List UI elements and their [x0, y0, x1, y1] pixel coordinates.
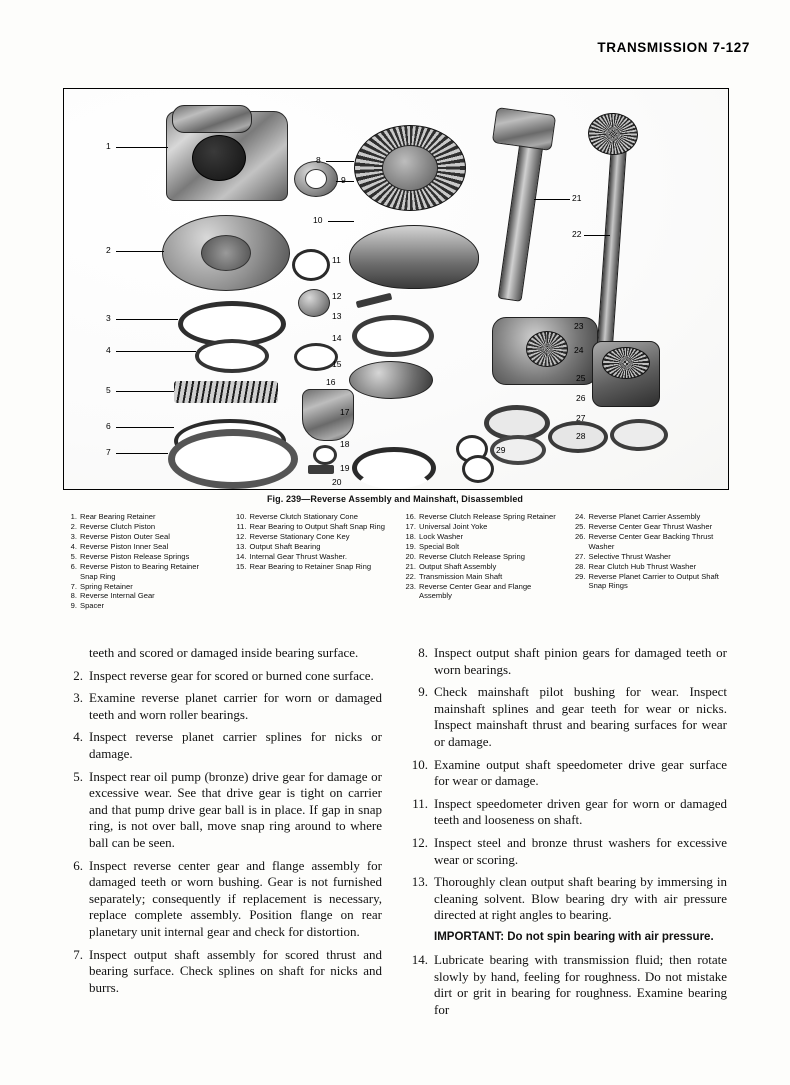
- leader-1: [116, 147, 168, 148]
- item-text: Check mainshaft pilot bushing for wear. Inspect mainshaft splines and gear teeth for wear or nicks. Inspect mainshaft thrust and bearing surfaces for wear or damage.: [434, 684, 727, 749]
- legend-item: [233, 532, 389, 542]
- list-item: [408, 874, 727, 924]
- callout-14: 14: [332, 333, 342, 343]
- legend-label: Special Bolt: [419, 541, 460, 551]
- part-piston-inner-seal: [195, 339, 269, 373]
- body-columns: [63, 645, 727, 1045]
- item-text: Thoroughly clean output shaft bearing by immersing in cleaning solvent. Blow bearing dry with air pressure directed at right angles to bearing.: [434, 874, 727, 923]
- figure-legend: [63, 512, 727, 611]
- list-item: [408, 645, 727, 678]
- legend-label: Rear Clutch Hub Thrust Washer: [588, 561, 697, 571]
- legend-label: Reverse Clutch Release Spring: [419, 551, 525, 561]
- legend-item: [402, 572, 558, 582]
- legend-number: 18.: [405, 531, 416, 541]
- callout-5: 5: [106, 385, 111, 395]
- legend-item: [63, 562, 219, 581]
- part-output-shaft-head: [492, 107, 556, 151]
- legend-number: 12.: [235, 531, 247, 541]
- legend-label: Output Shaft Assembly: [419, 561, 497, 571]
- item-text: Inspect steel and bronze thrust washers for excessive wear or scoring.: [434, 834, 727, 867]
- callout-13: 13: [332, 311, 342, 321]
- legend-item: [402, 552, 558, 562]
- legend-label: Reverse Stationary Cone Key: [249, 531, 350, 541]
- callout-24: 24: [574, 345, 584, 355]
- legend-label: Reverse Piston Outer Seal: [80, 531, 170, 541]
- callout-3: 3: [106, 313, 111, 323]
- legend-label: Universal Joint Yoke: [419, 521, 488, 531]
- right-column: [408, 645, 727, 1045]
- legend-item: [402, 532, 558, 542]
- item-text: Inspect speedometer driven gear for worn or damaged teeth and looseness on shaft.: [434, 795, 727, 828]
- continued-paragraph: teeth and scored or damaged inside bearing surface.: [89, 645, 359, 660]
- legend-column-3: [402, 512, 558, 611]
- list-item: [63, 690, 382, 723]
- legend-number: 22.: [405, 571, 416, 581]
- legend-number: 23.: [405, 581, 416, 591]
- part-carrier-snap-ring-b: [462, 455, 494, 483]
- legend-number: 19.: [405, 541, 416, 551]
- callout-4: 4: [106, 345, 111, 355]
- list-item: [63, 729, 382, 762]
- legend-item: [63, 512, 219, 522]
- item-number: 2.: [73, 667, 83, 683]
- legend-number: 26.: [574, 531, 586, 541]
- item-number: 11.: [412, 795, 428, 811]
- leader-5: [116, 391, 174, 392]
- legend-item: [572, 562, 728, 572]
- callout-20: 20: [332, 477, 342, 487]
- legend-item: [63, 582, 219, 592]
- part-stationary-cone-key: [356, 293, 393, 309]
- legend-label: Reverse Center Gear Backing Thrust Washer: [588, 531, 714, 551]
- legend-label: Reverse Piston Release Springs: [80, 551, 190, 561]
- part-spring-retainer: [168, 429, 298, 489]
- item-text: Inspect output shaft pinion gears for damaged teeth or worn bearings.: [434, 645, 727, 677]
- figure-caption: Fig. 239—Reverse Assembly and Mainshaft, Disassembled: [266, 494, 524, 504]
- important-note: IMPORTANT: Do not spin bearing with air pressure.: [434, 930, 714, 943]
- part-special-bolt: [308, 465, 334, 474]
- callout-12: 12: [332, 291, 342, 301]
- legend-number: 4.: [70, 541, 77, 551]
- part-internal-gear-bore: [382, 145, 438, 191]
- legend-label: Selective Thrust Washer: [588, 551, 671, 561]
- part-piston-bore: [201, 235, 251, 271]
- legend-item: [63, 601, 219, 611]
- legend-label: Transmission Main Shaft: [419, 571, 503, 581]
- item-number: 13.: [411, 874, 428, 890]
- legend-number: 17.: [405, 521, 416, 531]
- legend-item: [233, 542, 389, 552]
- leader-2: [116, 251, 164, 252]
- list-item: [63, 668, 382, 685]
- legend-item: [572, 522, 728, 532]
- legend-item: [572, 532, 728, 551]
- item-number: 3.: [73, 690, 83, 706]
- legend-number: 24.: [574, 512, 586, 521]
- legend-number: 10.: [235, 512, 247, 521]
- leader-8: [326, 161, 354, 162]
- callout-6: 6: [106, 421, 111, 431]
- callout-10: 10: [313, 215, 323, 225]
- legend-label: Reverse Piston Inner Seal: [80, 541, 169, 551]
- legend-item: [402, 562, 558, 572]
- item-text: Inspect rear oil pump (bronze) drive gear for damage or excessive wear. See that drive gear is tight on carrier and that pump drive gear ball is in place. If gap in snap ring, is not over ball, move snap ring around to where ball can be seen.: [89, 768, 382, 850]
- legend-column-2: [233, 512, 389, 611]
- legend-label: Output Shaft Bearing: [249, 541, 321, 551]
- legend-label: Reverse Center Gear Thrust Washer: [588, 521, 713, 531]
- part-planet-carrier-gear: [602, 347, 650, 379]
- item-text: Inspect output shaft assembly for scored thrust and bearing surface. Check splines on shaft for nicks and burrs.: [89, 946, 382, 995]
- list-item: [408, 684, 727, 750]
- legend-item: [63, 522, 219, 532]
- callout-17: 17: [340, 407, 350, 417]
- part-output-shaft-snap-ring: [292, 249, 330, 281]
- part-retainer-bore: [192, 135, 246, 181]
- part-main-shaft-gear: [587, 111, 640, 156]
- callout-28: 28: [576, 431, 586, 441]
- callout-21: 21: [572, 193, 582, 203]
- item-number: 5.: [73, 768, 83, 784]
- legend-number: 28.: [574, 561, 586, 571]
- left-column: [63, 645, 382, 1045]
- legend-label: Reverse Clutch Piston: [80, 521, 156, 531]
- item-number: 4.: [73, 729, 83, 745]
- legend-item: [63, 591, 219, 601]
- legend-label: Reverse Planet Carrier Assembly: [588, 512, 701, 521]
- callout-29: 29: [496, 445, 506, 455]
- legend-number: 15.: [235, 561, 247, 571]
- part-lock-washer: [313, 445, 337, 465]
- callout-16: 16: [326, 377, 336, 387]
- leader-22: [584, 235, 610, 236]
- callout-7: 7: [106, 447, 111, 457]
- callout-15: 15: [332, 359, 342, 369]
- leader-21: [534, 199, 570, 200]
- part-stationary-cone: [349, 225, 479, 289]
- legend-number: 20.: [405, 551, 416, 561]
- callout-27: 27: [576, 413, 586, 423]
- legend-number: 25.: [574, 521, 586, 531]
- page-header: TRANSMISSION 7-127: [597, 40, 750, 55]
- legend-number: 11.: [236, 521, 247, 531]
- item-number: 8.: [418, 645, 428, 660]
- legend-item: [402, 512, 558, 522]
- legend-item: [63, 542, 219, 552]
- part-output-shaft-bearing: [298, 289, 330, 317]
- part-release-springs: [174, 381, 278, 403]
- list-item: [63, 858, 382, 941]
- legend-item: [233, 522, 389, 532]
- item-number: 14.: [411, 951, 428, 967]
- part-center-gear-hub: [526, 331, 568, 367]
- legend-number: 3.: [70, 531, 77, 541]
- callout-2: 2: [106, 245, 111, 255]
- legend-item: [572, 512, 728, 522]
- legend-column-4: [572, 512, 728, 611]
- item-text: Examine reverse planet carrier for worn or damaged teeth and worn roller bearings.: [89, 690, 382, 722]
- list-item: [408, 835, 727, 868]
- figure-image: [63, 88, 729, 490]
- list-item: [408, 952, 727, 1018]
- legend-column-1: [63, 512, 219, 611]
- legend-number: 6.: [70, 561, 77, 571]
- legend-number: 1.: [70, 512, 77, 521]
- legend-label: Reverse Piston to Bearing Retainer Snap Ring: [80, 561, 200, 581]
- item-text: Inspect reverse center gear and flange assembly for damaged teeth or worn bushing. Gear is not furnished separately; consequently if replacement is necessary, replace complete assembly. Position flange on rear planetary unit internal gear and check for distortion.: [89, 857, 382, 939]
- legend-number: 9.: [70, 601, 77, 611]
- list-item: [63, 769, 382, 852]
- legend-number: 14.: [235, 551, 247, 561]
- list-item: [408, 757, 727, 790]
- legend-item: [402, 542, 558, 552]
- item-number: 10.: [411, 756, 428, 772]
- callout-1: 1: [106, 141, 111, 151]
- item-number: 12.: [411, 834, 428, 850]
- list-item: [408, 796, 727, 829]
- part-release-spring: [352, 447, 436, 489]
- part-rear-clutch-hub-thrust-washer: [610, 419, 668, 451]
- legend-label: Spacer: [80, 601, 105, 611]
- legend-item: [402, 522, 558, 532]
- legend-number: 5.: [70, 551, 77, 561]
- legend-label: Reverse Clutch Stationary Cone: [249, 512, 358, 521]
- item-number: 7.: [73, 946, 83, 962]
- leader-10: [328, 221, 354, 222]
- figure-artwork: [64, 89, 728, 489]
- legend-item: [233, 552, 389, 562]
- callout-22: 22: [572, 229, 582, 239]
- item-text: Lubricate bearing with transmission fluid; then rotate slowly by hand, feeling for roughness. Do not mistake dirt or grit in bearing for roughness. Examine bearing for: [434, 951, 727, 1017]
- legend-item: [63, 532, 219, 542]
- legend-label: Internal Gear Thrust Washer.: [249, 551, 347, 561]
- callout-23: 23: [574, 321, 584, 331]
- leader-4: [116, 351, 196, 352]
- legend-label: Spring Retainer: [80, 581, 133, 591]
- legend-number: 2.: [70, 521, 77, 531]
- part-main-shaft: [596, 129, 628, 362]
- legend-label: Reverse Clutch Release Spring Retainer: [419, 512, 556, 521]
- legend-label: Lock Washer: [419, 531, 464, 541]
- leader-6: [116, 427, 174, 428]
- legend-label: Rear Bearing to Output Shaft Snap Ring: [249, 521, 386, 531]
- callout-18: 18: [340, 439, 350, 449]
- legend-number: 29.: [574, 571, 586, 581]
- item-text: Examine output shaft speedometer drive gear surface for wear or damage.: [434, 756, 727, 789]
- leader-7: [116, 453, 168, 454]
- legend-item: [63, 552, 219, 562]
- legend-label: Rear Bearing to Retainer Snap Ring: [249, 561, 372, 571]
- part-retainer-flange: [172, 105, 252, 133]
- legend-item: [233, 562, 389, 572]
- part-release-spring-retainer: [349, 361, 433, 399]
- legend-number: 7.: [70, 581, 77, 591]
- legend-number: 16.: [405, 512, 416, 521]
- item-text: Inspect reverse planet carrier splines for nicks or damage.: [89, 729, 382, 761]
- callout-19: 19: [340, 463, 350, 473]
- item-number: 6.: [73, 857, 83, 873]
- item-number: 9.: [418, 684, 428, 700]
- item-text: Inspect reverse gear for scored or burned cone surface.: [89, 667, 374, 683]
- part-spacer-bore: [305, 169, 327, 189]
- part-internal-gear-thrust-washer: [352, 315, 434, 357]
- legend-label: Reverse Internal Gear: [80, 591, 155, 601]
- legend-label: Rear Bearing Retainer: [80, 512, 156, 521]
- legend-item: [572, 552, 728, 562]
- leader-3: [116, 319, 178, 320]
- legend-label: Reverse Center Gear and Flange Assembly: [419, 581, 532, 601]
- legend-number: 27.: [574, 551, 586, 561]
- legend-item: [402, 582, 558, 601]
- callout-25: 25: [576, 373, 586, 383]
- callout-11: 11: [332, 255, 341, 265]
- legend-number: 8.: [70, 591, 77, 601]
- legend-number: 21.: [405, 561, 416, 571]
- callout-9: 9: [341, 175, 346, 185]
- callout-8: 8: [316, 155, 321, 165]
- legend-number: 13.: [235, 541, 247, 551]
- legend-item: [572, 572, 728, 591]
- legend-label: Reverse Planet Carrier to Output Shaft Snap Rings: [588, 571, 719, 591]
- callout-26: 26: [576, 393, 586, 403]
- legend-item: [233, 512, 389, 522]
- list-item: [63, 947, 382, 997]
